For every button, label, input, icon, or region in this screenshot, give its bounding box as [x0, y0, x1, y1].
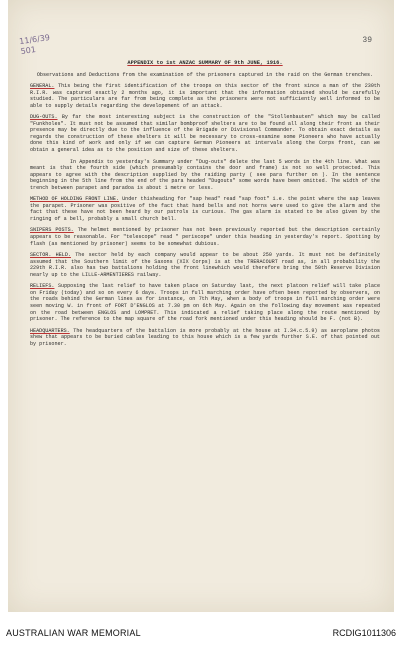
section-text: By far the most interesting subject is the construction of the "Stollenbauten" which may be called "Funkholes". It must not be assumed that similar bombproof shelters are to be found all along their front as their presence may be directly due to the influence of the Brigade or Divisional Commander. To obtain exact details as regards the construction of these shelters it will be necessary to cross-examine some Pioneers who have actually done this kind of work and only if we can capture German Pioneers at intervals along the Corps front, can we obtain a general idea as to the position and size of these shelters.	[30, 114, 380, 154]
section-heading: RELIEFS.	[30, 283, 55, 290]
section-text: Under thisheading for "sap head" read "sap foot" i.e. the point where the sap leaves the parapet. Prisoner was positive of the fact that hand bells and not horns were used to give the alarm and the fact that these have not been heard by our patrols is curious. The gas alarm is stated to be also given by the ringing of a bell, probably a small church bell.	[30, 196, 380, 222]
section-text: The headquarters of the battalion is more probably at the house at I.34.c.5.9) as aeroplane photos shew that appears to be buried cables leading to this house which is a few yards further S.E. of that pointed out by prisoner.	[30, 327, 380, 347]
archive-footer	[0, 612, 402, 654]
archive-reference: RCDIG1011306	[332, 628, 396, 638]
handwritten-annotation	[19, 33, 52, 58]
page-number: 39	[362, 36, 372, 45]
document-body	[30, 60, 380, 352]
section-general	[30, 83, 380, 109]
section-text: In Appendix to yesterday's Summary under "Dug-outs" delete the last 5 words in the 4th line. What was meant is that the fourth side (which presumably contains the door and frame) is not so well protected. This appears to agree with the description supplied by the raiding party ( see para further on ). In the sentence beginning in the 5th line from the end of the para headed "Dugouts" some words have been omitted. The width of the trench between parapet and paradoa is about 1 metre or less.	[30, 158, 380, 191]
section-text: The sector held by each company would appear to be about 250 yards. It must not be definitely assumed that the Southern limit of the Saxons (XIX Corps) is at the TRERACOURT road as, in all probability the 229th R.I.R. also has two battalions holding the front linewhich would therefore bring the 50th Reserve Division nearly up to the LILLE-ARMENTIERES railway.	[30, 252, 380, 278]
section-dugouts-continued	[30, 159, 380, 192]
annotation-line-2: 501	[20, 45, 37, 57]
section-dugouts	[30, 114, 380, 153]
section-text: This being the first identification of the troops on this sector of the front since a man of the 230th R.I.R. was captured exactly 2 months ago, it is important that the information obtained should be carefully studied. The particulars are far from being complete as the prisoners were not sufficiently well informed to be able to supply details regarding the developement of an attack.	[30, 83, 380, 109]
annotation-line-1: 11/6/39	[18, 32, 51, 47]
section-heading: GENERAL.	[30, 83, 55, 90]
archive-name: AUSTRALIAN WAR MEMORIAL	[6, 628, 141, 638]
section-heading: SECTOR. HELD.	[30, 252, 71, 259]
section-headquarters	[30, 328, 380, 348]
section-reliefs	[30, 283, 380, 322]
section-heading: METHOD OF HOLDING FRONT LINE.	[30, 196, 119, 203]
section-heading: SNIPERS POSTS.	[30, 227, 74, 234]
section-text: The helmet mentioned by prisoner has not been previously reported but the description certainly appears to be reasonable. For "telescope" read " periscope" under this heading in yesterday's report. Spotting by flash (as mentioned by prisoner) seems to be somewhat dubious.	[30, 227, 380, 247]
document-title: APPENDIX to 1st ANZAC SUMMARY OF 9th JUNE, 1916.	[127, 60, 283, 66]
section-sector-held	[30, 252, 380, 278]
document-intro: Observations and Deductions from the examination of the prisoners captured in the raid on the German trenches.	[36, 71, 374, 78]
section-heading: HEADQUARTERS.	[30, 327, 70, 334]
section-snipers-posts	[30, 227, 380, 247]
section-method-front-line	[30, 196, 380, 222]
section-heading: DUG-OUTS.	[30, 114, 58, 121]
section-text: Supposing the last relief to have taken place on Saturday last, the next platoon relief will take place on Friday (today) and so on every 6 days. Troops in full marching order have often been reported by observers, on the roads behind the German lines as for instance, on 7th May, when a body of troops in full marching order were seen moving W. in front of FORT D'ENGLOS at 7.30 pm on 6th May. Again on the following day movement was repeated on the road between ENGLOS and LOMPRET. This indicated a relief taking place along the route mentioned by prisoner. The reference to the map square of the road fork mentioned under this heading should be F. (not B).	[30, 283, 380, 323]
